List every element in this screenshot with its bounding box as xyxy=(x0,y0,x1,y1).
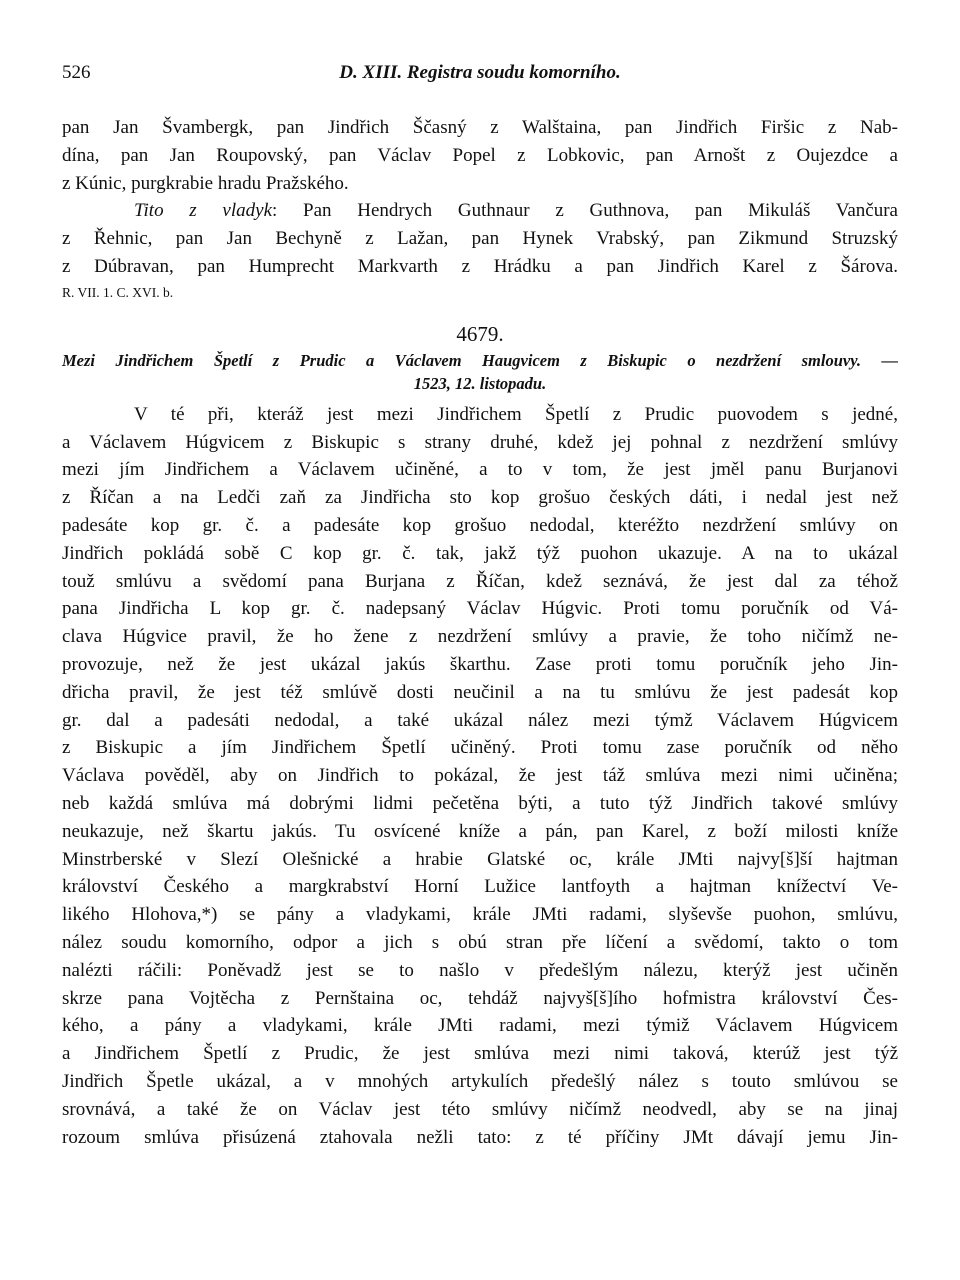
text-line: Jindřich pokládá sobě C kop gr. č. tak, jakž týž puohon ukazuje. A na to ukázal xyxy=(62,542,898,564)
text-line: provozuje, než že jest ukázal jakús škarthu. Zase proti tomu poručník jeho Jin- xyxy=(62,653,898,675)
text-line: neukazuje, než škartu jakús. Tu osvícené kníže a pán, pan Karel, z boží milosti kníže xyxy=(62,820,898,842)
text-line: z Dúbravan, pan Humprecht Markvarth z Hrádku a pan Jindřich Karel z Šárova. xyxy=(62,255,898,277)
text-line: a Jindřichem Špetlí z Prudic, že jest smlúva mezi nimi taková, kterúž jest týž xyxy=(62,1043,898,1065)
text-line: nalézti ráčili: Poněvadž jest se to našlo v předešlým nálezu, kterýž jest učiněn xyxy=(62,959,898,981)
text-line: kého, a pány a vladykami, krále JMti radami, mezi týmiž Václavem Húgvicem xyxy=(62,1015,898,1037)
text-line: království Českého a margkrabství Horní Lužice lantfoyth a hajtman knížectví Ve- xyxy=(62,876,898,898)
text-line: mezi jím Jindřichem a Václavem učiněné, a to v tom, že jest jměl panu Burjanovi xyxy=(62,459,898,481)
text-line: gr. dal a padesáti nedodal, a také ukázal nález mezi týmž Václavem Húgvicem xyxy=(62,709,898,731)
entry-summary: Mezi Jindřichem Špetlí z Prudic a Václavem Haugvicem z Biskupic o nezdržení smlouvy. — xyxy=(62,350,898,370)
text-line: neb každá smlúva má dobrými lidmi pečetěna býti, a tuto týž Jindřich takové smlúvy xyxy=(62,792,898,814)
entry-date: 1523, 12. listopadu. xyxy=(413,373,547,393)
running-head: D. XIII. Registra soudu komorního. xyxy=(339,62,621,83)
page-number: 526 xyxy=(62,62,91,83)
text-line: z Kúnic, purgkrabie hradu Pražského. xyxy=(62,172,349,194)
text-line: skrze pana Vojtěcha z Pernštaina oc, tehdáž najvyš[š]ího hofmistra království Čes- xyxy=(62,987,898,1009)
text-line: z Biskupic a jím Jindřichem Špetlí učiněný. Proti tomu zase poručník od něho xyxy=(62,737,898,759)
text-line: dína, pan Jan Roupovský, pan Václav Popel z Lobkovic, pan Arnošt z Oujezdce a xyxy=(62,144,898,166)
text-line: pan Jan Švambergk, pan Jindřich Ščasný z Walštaina, pan Jindřich Firšic z Nab- xyxy=(62,117,898,138)
text-line: nález soudu komorního, odpor a jich s obú stran pře líčení a svědomí, takto o tom xyxy=(62,931,898,953)
source-reference: R. VII. 1. C. XVI. b. xyxy=(62,284,174,300)
text-line xyxy=(62,197,898,225)
text-line: pana Jindřicha L kop gr. č. nadepsaný Václav Húgvic. Proti tomu poručník od Vá- xyxy=(62,598,898,620)
vladyk-first-text: : Pan Hendrych Guthnaur z Guthnova, pan Mikuláš Vančura xyxy=(272,200,898,222)
text-line: likého Hlohova,*) se pány a vladykami, krále JMti radami, slyševše puohon, smlúvu, xyxy=(62,904,898,926)
text-line: V té při, kteráž jest mezi Jindřichem Špetlí z Prudic puovodem s jedné, xyxy=(134,403,898,425)
text-line: Václava pověděl, aby on Jindřich to pokázal, že jest táž smlúva mezi nimi učiněna; xyxy=(62,765,898,787)
page-body xyxy=(62,114,898,1151)
text-line: Minstrberské v Slezí Olešnické a hrabie Glatské oc, krále JMti najvy[š]ší hajtman xyxy=(62,848,898,870)
text-line: Jindřich Špetle ukázal, a v mnohých artykulích předešlý nález s touto smlúvou se xyxy=(62,1070,898,1092)
text-line: z Řehnic, pan Jan Bechyně z Lažan, pan Hynek Vrabský, pan Zikmund Struzský xyxy=(62,228,898,250)
entry-number: 4679. xyxy=(456,321,504,346)
page-header xyxy=(62,62,898,90)
vladyk-paragraph xyxy=(62,197,898,304)
text-line: dřicha pravil, že jest též smlúvě dosti neučinil a na tu smlúvu že jest padesát kop xyxy=(62,681,898,703)
text-line: touž smlúvu a svědomí pana Burjana z Říčan, kdež seznává, že jest dal za téhož xyxy=(62,570,898,592)
intro-paragraph xyxy=(62,114,898,197)
text-line: a Václavem Húgvicem z Biskupic s strany druhé, kdež jej pohnal z nezdržení smlúvy xyxy=(62,431,898,453)
text-line: padesáte kop gr. č. a padesáte kop grošuo nedodal, kteréžto nezdržení smlúvy on xyxy=(62,514,898,536)
text-line: srovnává, a také že on Václav jest této smlúvy ničímž neodvedl, aby se na jinaj xyxy=(62,1098,898,1120)
text-line: rozoum smlúva přisúzená ztahovala nežli tato: z té příčiny JMt dávají jemu Jin- xyxy=(62,1126,898,1148)
entry-text xyxy=(62,401,898,1152)
vladyk-label: Tito z vladyk xyxy=(134,200,272,222)
text-line: clava Húgvice pravil, že ho žene z nezdržení smlúvy a pravie, že toho ničímž ne- xyxy=(62,626,898,648)
text-line: z Říčan a na Ledči zaň za Jindřicha sto kop grošuo českých dáti, i nedal jest než xyxy=(62,487,898,509)
